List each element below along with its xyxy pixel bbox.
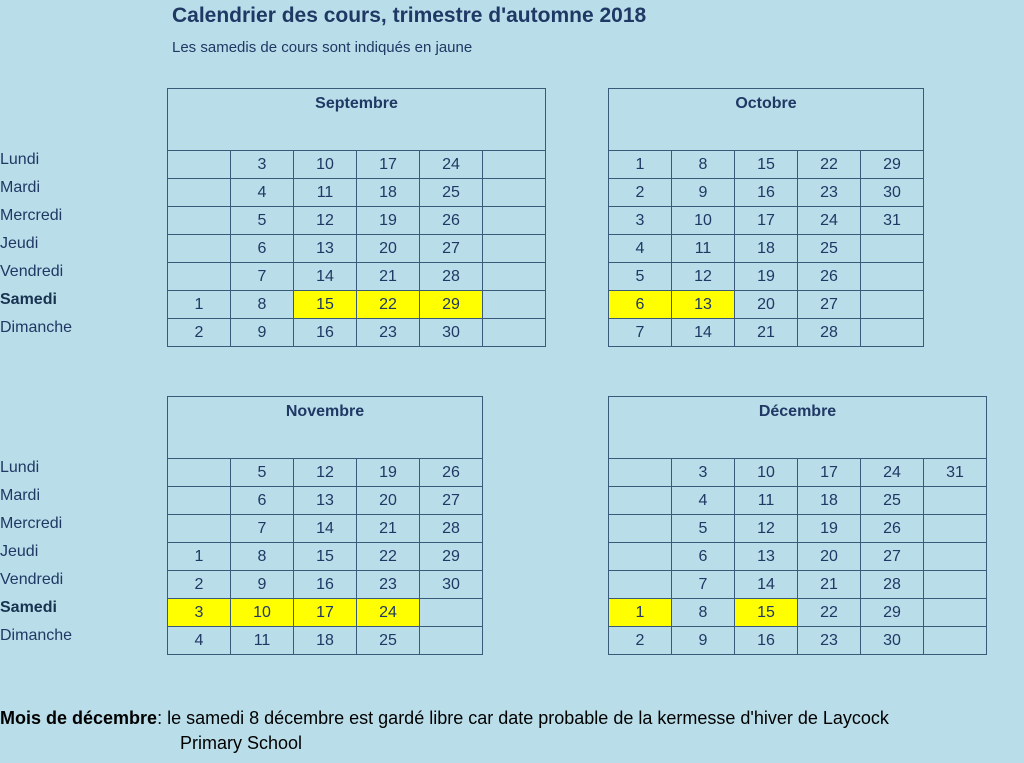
week-day-row — [609, 235, 924, 263]
day-label: Dimanche — [0, 627, 73, 644]
day-cell: 28 — [420, 515, 483, 543]
day-label: Mercredi — [0, 515, 63, 532]
day-cell: 8 — [231, 543, 294, 571]
day-cell: 23 — [357, 571, 420, 599]
day-cell — [168, 235, 231, 263]
day-cell: 17 — [798, 459, 861, 487]
day-cell: 20 — [735, 291, 798, 319]
day-cell: 10 — [672, 207, 735, 235]
month-header: Décembre — [609, 397, 987, 459]
day-cell: 18 — [735, 235, 798, 263]
day-cell: 11 — [735, 487, 798, 515]
day-cell: 13 — [294, 487, 357, 515]
day-label: Vendredi — [0, 571, 64, 588]
week-day-row — [168, 599, 483, 627]
day-cell: 14 — [294, 515, 357, 543]
day-cell: 13 — [294, 235, 357, 263]
day-cell: 3 — [672, 459, 735, 487]
day-cell: 3 — [168, 599, 231, 627]
week-day-row — [609, 319, 924, 347]
day-cell: 4 — [168, 627, 231, 655]
day-cell: 27 — [798, 291, 861, 319]
week-day-row — [168, 571, 483, 599]
day-cell: 31 — [924, 459, 987, 487]
day-cell: 3 — [609, 207, 672, 235]
day-cell: 29 — [861, 599, 924, 627]
day-cell: 15 — [735, 599, 798, 627]
day-cell: 2 — [168, 571, 231, 599]
day-labels-bottom — [0, 454, 160, 650]
day-cell: 28 — [861, 571, 924, 599]
day-cell: 13 — [672, 291, 735, 319]
day-cell: 10 — [231, 599, 294, 627]
week-day-row — [609, 487, 987, 515]
day-cell: 13 — [735, 543, 798, 571]
day-cell: 17 — [294, 599, 357, 627]
month-header: Septembre — [168, 89, 546, 151]
day-cell: 17 — [357, 151, 420, 179]
day-cell: 10 — [735, 459, 798, 487]
day-cell: 1 — [168, 543, 231, 571]
week-day-row — [609, 263, 924, 291]
day-cell: 9 — [231, 319, 294, 347]
week-day-row — [609, 179, 924, 207]
day-cell: 21 — [798, 571, 861, 599]
day-cell: 4 — [672, 487, 735, 515]
day-cell: 7 — [231, 515, 294, 543]
day-cell — [168, 487, 231, 515]
note-text: : le samedi 8 décembre est gardé libre car date probable de la kermesse d'hiver de Laycock — [157, 708, 889, 728]
day-cell: 20 — [798, 543, 861, 571]
day-cell: 1 — [168, 291, 231, 319]
week-day-row — [609, 627, 987, 655]
day-cell: 9 — [672, 179, 735, 207]
day-cell: 17 — [735, 207, 798, 235]
day-cell: 16 — [735, 179, 798, 207]
day-cell: 5 — [672, 515, 735, 543]
note-text-continued: Primary School — [180, 733, 303, 753]
day-label-saturday: Samedi — [0, 599, 57, 616]
month-header: Novembre — [168, 397, 483, 459]
day-cell: 26 — [420, 459, 483, 487]
day-label: Vendredi — [0, 263, 64, 280]
day-cell — [420, 627, 483, 655]
day-cell: 7 — [609, 319, 672, 347]
day-cell: 6 — [231, 235, 294, 263]
day-cell: 21 — [735, 319, 798, 347]
day-cell — [924, 599, 987, 627]
day-cell: 21 — [357, 263, 420, 291]
day-cell — [609, 571, 672, 599]
day-cell: 29 — [420, 543, 483, 571]
day-cell: 5 — [231, 459, 294, 487]
december-note — [0, 708, 1010, 754]
day-cell: 4 — [231, 179, 294, 207]
day-cell: 22 — [798, 151, 861, 179]
week-day-row — [609, 459, 987, 487]
day-cell: 29 — [420, 291, 483, 319]
day-cell — [168, 263, 231, 291]
day-cell: 15 — [294, 291, 357, 319]
day-cell — [609, 515, 672, 543]
day-cell — [483, 207, 546, 235]
week-day-row — [168, 263, 546, 291]
day-cell: 12 — [294, 459, 357, 487]
day-cell: 27 — [420, 487, 483, 515]
day-cell: 9 — [672, 627, 735, 655]
day-cell: 19 — [357, 459, 420, 487]
day-cell — [483, 151, 546, 179]
day-cell — [861, 235, 924, 263]
day-cell: 19 — [735, 263, 798, 291]
day-label: Mercredi — [0, 207, 63, 224]
week-day-row — [168, 515, 483, 543]
week-day-row — [168, 235, 546, 263]
week-day-row — [168, 487, 483, 515]
day-cell: 22 — [798, 599, 861, 627]
day-cell: 30 — [861, 627, 924, 655]
day-cell: 11 — [294, 179, 357, 207]
day-cell: 18 — [798, 487, 861, 515]
day-cell: 8 — [672, 151, 735, 179]
day-cell: 31 — [861, 207, 924, 235]
week-day-row — [609, 291, 924, 319]
day-cell — [483, 319, 546, 347]
day-cell: 16 — [294, 319, 357, 347]
week-day-row — [168, 179, 546, 207]
note-label: Mois de décembre — [0, 708, 158, 728]
day-cell: 15 — [735, 151, 798, 179]
day-cell: 24 — [861, 459, 924, 487]
calendar-october — [608, 88, 924, 347]
day-cell: 16 — [294, 571, 357, 599]
day-cell: 19 — [798, 515, 861, 543]
day-cell — [924, 515, 987, 543]
day-cell — [168, 515, 231, 543]
day-label: Dimanche — [0, 319, 73, 336]
day-cell: 10 — [294, 151, 357, 179]
day-cell: 9 — [231, 571, 294, 599]
day-cell: 7 — [672, 571, 735, 599]
day-cell: 14 — [294, 263, 357, 291]
day-cell: 15 — [294, 543, 357, 571]
day-cell: 24 — [420, 151, 483, 179]
page-title: Calendrier des cours, trimestre d'automne 2018 — [172, 4, 647, 27]
day-cell: 27 — [420, 235, 483, 263]
day-cell — [861, 291, 924, 319]
calendar-september — [167, 88, 546, 347]
day-labels-top — [0, 146, 160, 342]
day-cell: 25 — [357, 627, 420, 655]
day-cell: 5 — [231, 207, 294, 235]
day-cell: 6 — [672, 543, 735, 571]
day-label: Jeudi — [0, 543, 39, 560]
day-label: Jeudi — [0, 235, 39, 252]
day-cell: 7 — [231, 263, 294, 291]
week-day-row — [168, 151, 546, 179]
day-cell: 6 — [231, 487, 294, 515]
day-label: Lundi — [0, 459, 40, 476]
day-cell: 26 — [798, 263, 861, 291]
day-cell — [924, 571, 987, 599]
day-cell — [924, 487, 987, 515]
calendar-december — [608, 396, 987, 655]
day-cell: 26 — [420, 207, 483, 235]
day-cell — [609, 487, 672, 515]
week-day-row — [609, 599, 987, 627]
day-cell: 25 — [861, 487, 924, 515]
day-cell: 2 — [609, 627, 672, 655]
day-cell: 22 — [357, 291, 420, 319]
day-cell — [168, 179, 231, 207]
day-cell: 25 — [798, 235, 861, 263]
day-cell: 26 — [861, 515, 924, 543]
day-cell: 14 — [735, 571, 798, 599]
day-cell: 24 — [798, 207, 861, 235]
day-cell — [483, 291, 546, 319]
day-cell: 4 — [609, 235, 672, 263]
day-label: Mardi — [0, 179, 41, 196]
week-day-row — [168, 319, 546, 347]
week-day-row — [168, 207, 546, 235]
day-cell: 21 — [357, 515, 420, 543]
day-cell: 12 — [294, 207, 357, 235]
day-cell: 11 — [672, 235, 735, 263]
day-cell: 12 — [672, 263, 735, 291]
day-label: Mardi — [0, 487, 41, 504]
day-cell: 2 — [168, 319, 231, 347]
day-cell — [168, 207, 231, 235]
day-cell: 20 — [357, 487, 420, 515]
week-day-row — [609, 515, 987, 543]
day-cell: 20 — [357, 235, 420, 263]
calendar-november — [167, 396, 483, 655]
day-cell: 28 — [420, 263, 483, 291]
day-cell: 28 — [798, 319, 861, 347]
day-cell — [483, 235, 546, 263]
page-subtitle: Les samedis de cours sont indiqués en jaune — [172, 39, 473, 56]
day-cell: 23 — [798, 627, 861, 655]
week-day-row — [609, 543, 987, 571]
day-cell: 24 — [357, 599, 420, 627]
day-label-saturday: Samedi — [0, 291, 57, 308]
day-cell — [861, 263, 924, 291]
day-cell: 18 — [357, 179, 420, 207]
day-cell: 22 — [357, 543, 420, 571]
day-cell: 29 — [861, 151, 924, 179]
day-label: Lundi — [0, 151, 40, 168]
day-cell — [924, 627, 987, 655]
week-day-row — [168, 627, 483, 655]
week-day-row — [609, 571, 987, 599]
day-cell: 1 — [609, 151, 672, 179]
day-cell: 18 — [294, 627, 357, 655]
day-cell — [168, 459, 231, 487]
month-header: Octobre — [609, 89, 924, 151]
day-cell — [609, 459, 672, 487]
week-day-row — [609, 151, 924, 179]
day-cell: 3 — [231, 151, 294, 179]
day-cell: 16 — [735, 627, 798, 655]
day-cell — [861, 319, 924, 347]
day-cell: 12 — [735, 515, 798, 543]
day-cell: 8 — [672, 599, 735, 627]
day-cell: 11 — [231, 627, 294, 655]
week-day-row — [609, 207, 924, 235]
day-cell — [168, 151, 231, 179]
day-cell — [609, 543, 672, 571]
day-cell — [483, 179, 546, 207]
day-cell: 25 — [420, 179, 483, 207]
day-cell: 14 — [672, 319, 735, 347]
week-day-row — [168, 459, 483, 487]
day-cell: 6 — [609, 291, 672, 319]
day-cell: 2 — [609, 179, 672, 207]
day-cell: 27 — [861, 543, 924, 571]
day-cell — [483, 263, 546, 291]
week-day-row — [168, 291, 546, 319]
day-cell: 19 — [357, 207, 420, 235]
day-cell: 5 — [609, 263, 672, 291]
day-cell: 8 — [231, 291, 294, 319]
day-cell: 23 — [357, 319, 420, 347]
day-cell: 1 — [609, 599, 672, 627]
week-day-row — [168, 543, 483, 571]
day-cell: 30 — [420, 571, 483, 599]
day-cell: 30 — [420, 319, 483, 347]
day-cell — [924, 543, 987, 571]
day-cell — [420, 599, 483, 627]
day-cell: 23 — [798, 179, 861, 207]
day-cell: 30 — [861, 179, 924, 207]
